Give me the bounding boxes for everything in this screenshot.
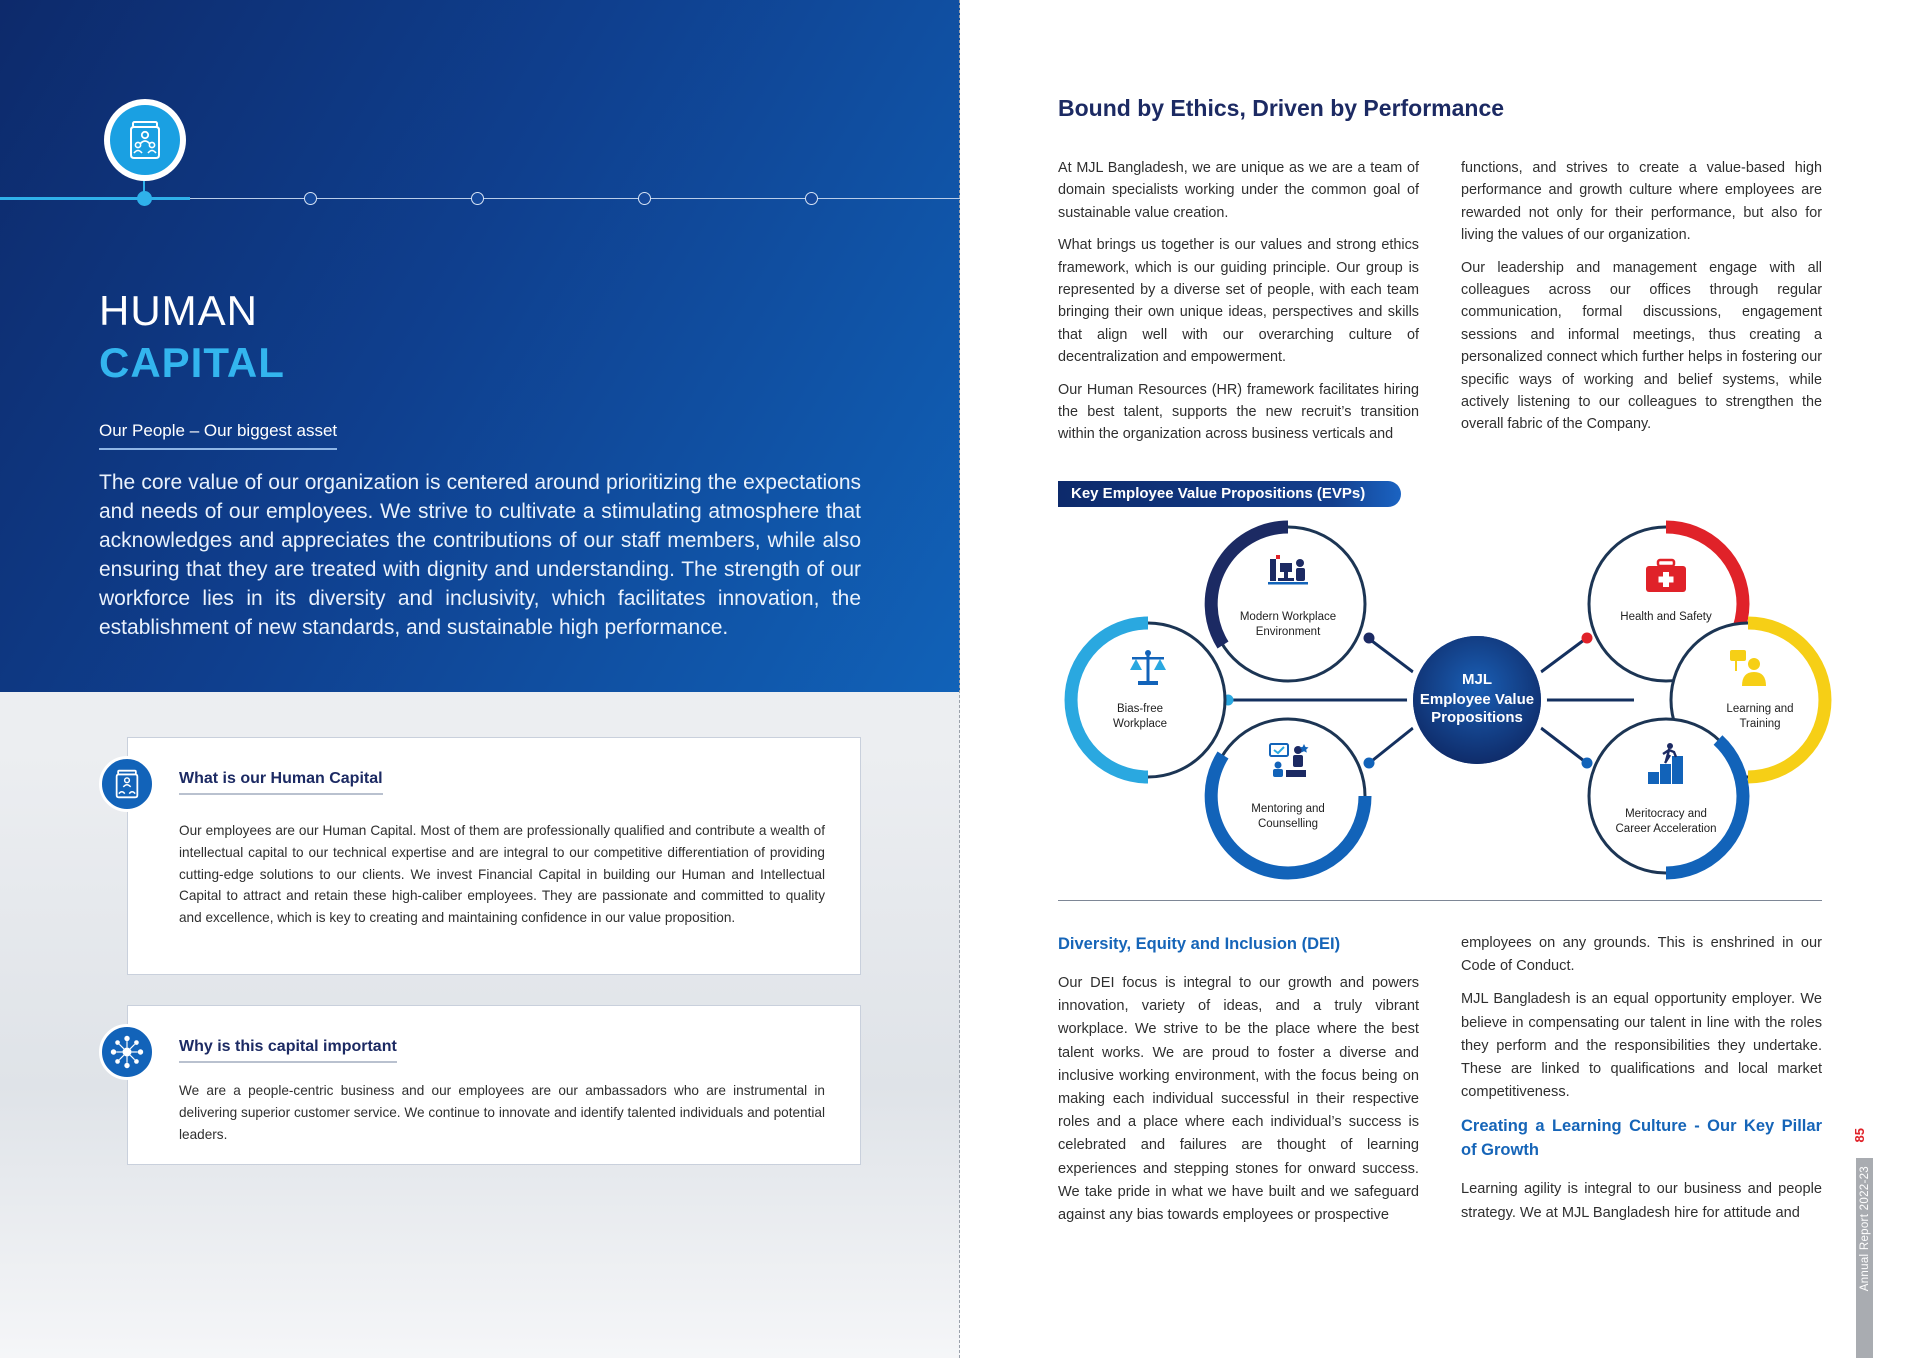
evp-node-label: Career Acceleration	[1615, 823, 1717, 835]
connector-dot	[1582, 758, 1593, 769]
column-b	[1461, 157, 1822, 446]
evp-node-modern-workplace	[1211, 527, 1365, 681]
evp-node-label: Workplace	[1112, 718, 1168, 730]
paragraph: Our Human Resources (HR) framework facilitates hiring the best talent, supports the new recruit’s transition within the organization across business verticals and	[1058, 381, 1419, 443]
paragraph: What brings us together is our values and strong ethics framework, which is our guiding principle. Our group is represented by a diverse set of people, with each team bringing their own unique ideas, perspectives and skills that align well with our overarching culture of decentralization and empowerment.	[1058, 237, 1419, 366]
evp-node-label: Bias-free	[1116, 703, 1164, 715]
evp-diagram	[1058, 512, 1838, 892]
page-title-line1: HUMAN	[99, 287, 258, 334]
paragraph: functions, and strives to create a value-based high performance and growth culture where employees are rewarded not only for their performance, but also for living the values of our organization.	[1461, 160, 1822, 244]
evp-node-label: Mentoring and	[1251, 803, 1325, 815]
intro-paragraph: The core value of our organization is centered around prioritizing the expectations and needs of our employees. We strive to cultivate a stimulating atmosphere that acknowledges and appreciates the contributions of our staff members, while also ensuring that they are treated with dignity and understanding. The strength of our workforce lies in its diversity and inclusivity, which facilitates innovation, the establishment of new standards, and sustainable high performance.	[99, 471, 861, 639]
timeline-step-3	[471, 192, 484, 205]
section-title: Bound by Ethics, Driven by Performance	[1058, 95, 1505, 121]
section-divider	[1058, 900, 1822, 901]
page-spine	[959, 0, 960, 1358]
people-jar-icon	[122, 117, 168, 163]
connector-dot	[1364, 633, 1375, 644]
connector-dot	[1364, 758, 1375, 769]
dei-heading: Diversity, Equity and Inclusion (DEI)	[1058, 935, 1341, 953]
hero-panel	[0, 0, 960, 692]
evp-center-line1: MJL	[1462, 671, 1492, 688]
evp-node-bias-free	[1071, 623, 1225, 777]
evp-node-label: Health and Safety	[1620, 611, 1712, 623]
timeline-step-1	[137, 191, 152, 206]
page-number: 85	[1852, 1128, 1867, 1143]
connector-dot	[1582, 633, 1593, 644]
evp-node-meritocracy	[1589, 719, 1743, 873]
network-people-icon	[99, 1024, 155, 1080]
what-is-human-capital-card	[127, 737, 861, 975]
timeline-step-2	[304, 192, 317, 205]
why-capital-important-card	[127, 1005, 861, 1165]
evp-center-line3: Propositions	[1431, 709, 1523, 726]
human-capital-badge	[104, 99, 186, 181]
paragraph: MJL Bangladesh is an equal opportunity employer. We believe in compensating our talent in line with the roles they perform and the responsibilities they undertake. These are linked to qualifications and local market competitiveness.	[1461, 991, 1822, 1101]
paragraph: Our leadership and management engage with all colleagues across our offices through regular communication, formal discussions, engagement sessions and informal meetings, thus creating a personalized connect which further helps in fostering our specific ways of working and belief systems, while actively listening to our colleagues to strengthen the overall fabric of the Company.	[1461, 259, 1822, 433]
evp-node-label: Meritocracy and	[1625, 808, 1707, 820]
evp-node-label: Learning and	[1726, 703, 1794, 715]
evp-node-label: Environment	[1255, 626, 1321, 638]
card-body: Our employees are our Human Capital. Most of them are professionally qualified and contribute a wealth of intellectual capital to our technical expertise and are integral to our competitive differentiation of providing cutting-edge solutions to our clients. We invest Financial Capital in building our Human and Intellectual Capital to attract and retain these high-caliber employees. They are passionate and committed to quality and excellence, which is key to creating and maintaining confidence in our value proposition.	[179, 823, 825, 926]
paragraph: Learning agility is integral to our business and people strategy. We at MJL Bangladesh hire for attitude and	[1461, 1181, 1822, 1221]
column-a	[1058, 157, 1419, 456]
column-c	[1058, 932, 1419, 1237]
evp-node-label: Modern Workplace	[1239, 611, 1337, 623]
column-d	[1461, 932, 1822, 1235]
learning-heading: Creating a Learning Culture - Our Key Pillar of Growth	[1461, 1117, 1822, 1160]
timeline-step-4	[638, 192, 651, 205]
evp-node-mentoring	[1211, 719, 1365, 873]
page-subheading: Our People – Our biggest asset	[99, 421, 337, 450]
evp-node-label: Training	[1739, 718, 1781, 730]
paragraph: At MJL Bangladesh, we are unique as we are a team of domain specialists working under the common goal of sustainable value creation.	[1058, 160, 1419, 221]
page-title-line2: CAPITAL	[99, 339, 285, 386]
people-jar-icon	[99, 756, 155, 812]
timeline-progress	[0, 197, 190, 200]
evp-tab-label: Key Employee Value Propositions (EVPs)	[1058, 481, 1401, 507]
card-title: What is our Human Capital	[179, 770, 383, 795]
side-tab-label-wrap	[1856, 1158, 1873, 1358]
side-tab-label: Annual Report 2022-23	[1858, 1166, 1871, 1292]
card-title: Why is this capital important	[179, 1038, 397, 1063]
card-body: We are a people-centric business and our employees are our ambassadors who are instrumental in delivering superior customer service. We continue to innovate and identify talented individuals and potential leaders.	[179, 1083, 825, 1142]
timeline-step-5	[805, 192, 818, 205]
evp-node-label: Counselling	[1257, 818, 1319, 830]
evp-center-line2: Employee Value	[1419, 691, 1535, 708]
paragraph: employees on any grounds. This is enshrined in our Code of Conduct.	[1461, 935, 1822, 975]
paragraph: Our DEI focus is integral to our growth and powers innovation, variety of ideas, and a truly vibrant workplace. We strive to be the place where the best talent works. We are proud to foster a diverse and inclusive working environment, with the focus being on making each individual successful in their respective roles and a place where each individual’s success is celebrated and failures are thought of learning experiences and stepping stones for onward success. We take pride in what we have built and we safeguard against any bias towards employees or prospective	[1058, 975, 1419, 1224]
